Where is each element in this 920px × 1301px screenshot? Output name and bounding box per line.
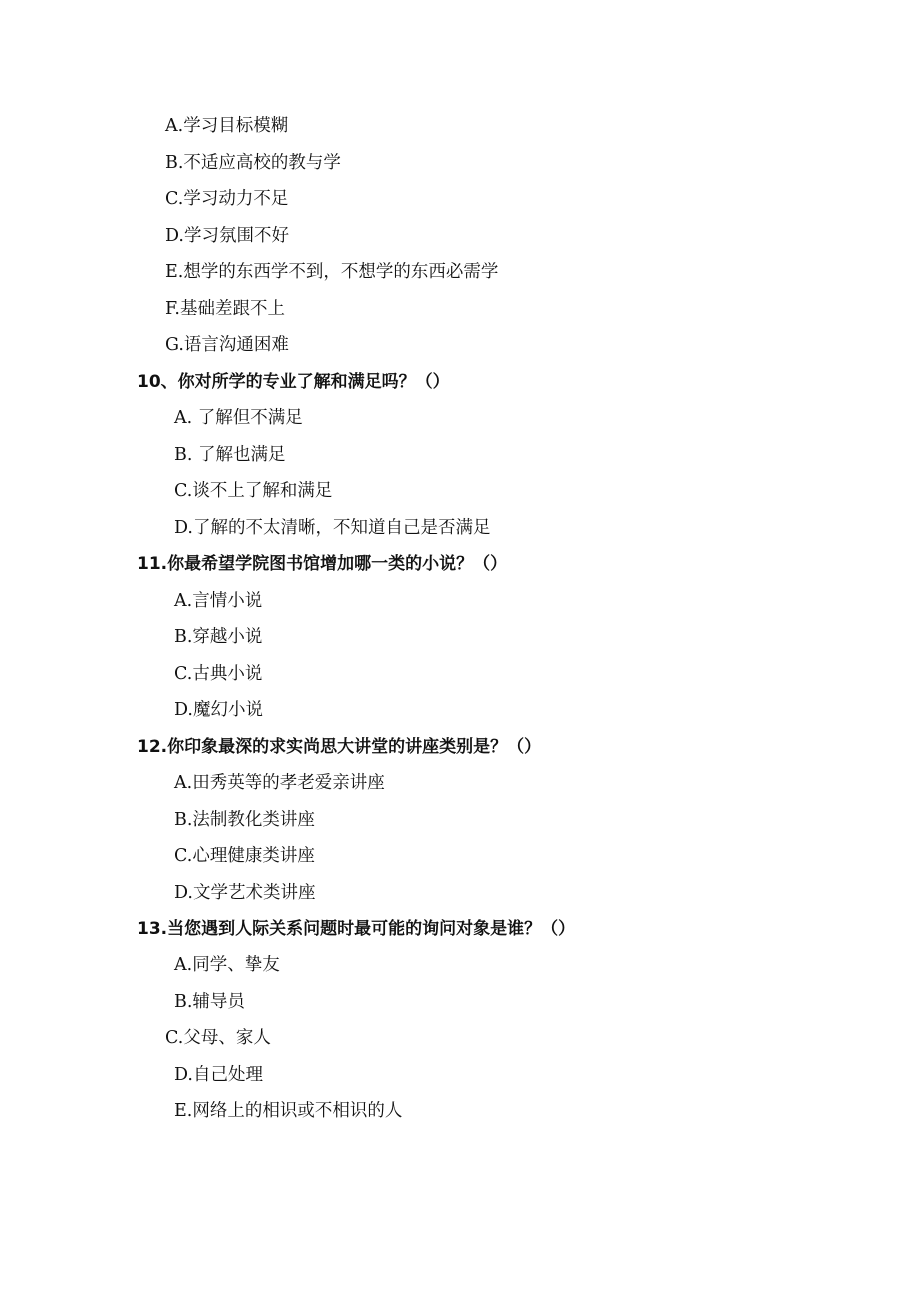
q9-option-g: G.语言沟通困难 xyxy=(165,335,289,355)
q10-option-a: A. 了解但不满足 xyxy=(174,408,303,428)
q13-option-c: C.父母、家人 xyxy=(165,1028,271,1048)
q10-option-c: C.谈不上了解和满足 xyxy=(174,481,333,501)
q10-option-d: D.了解的不太清晰，不知道自己是否满足 xyxy=(174,518,491,538)
q13-option-d: D.自己处理 xyxy=(174,1065,263,1085)
q11-option-b: B.穿越小说 xyxy=(174,627,263,647)
q9-option-a: A.学习目标模糊 xyxy=(165,116,289,136)
q13-option-b: B.辅导员 xyxy=(174,992,245,1012)
q11-option-a: A.言情小说 xyxy=(174,591,263,611)
q12-title: 12.你印象最深的求实尚思大讲堂的讲座类别是？（） xyxy=(137,737,542,757)
q10-title: 10、你对所学的专业了解和满足吗？（） xyxy=(137,372,450,392)
q11-option-d: D.魔幻小说 xyxy=(174,700,263,720)
q9-option-d: D.学习氛围不好 xyxy=(165,226,289,246)
q12-option-c: C.心理健康类讲座 xyxy=(174,846,315,866)
q13-option-e: E.网络上的相识或不相识的人 xyxy=(174,1101,403,1121)
q12-option-a: A.田秀英等的孝老爱亲讲座 xyxy=(174,773,385,793)
q9-option-b: B.不适应高校的教与学 xyxy=(165,153,341,173)
q12-option-d: D.文学艺术类讲座 xyxy=(174,883,316,903)
q9-option-f: F.基础差跟不上 xyxy=(165,299,285,319)
q11-option-c: C.古典小说 xyxy=(174,664,263,684)
q10-option-b: B. 了解也满足 xyxy=(174,445,286,465)
q11-title: 11.你最希望学院图书馆增加哪一类的小说？（） xyxy=(137,554,508,574)
q9-option-e: E.想学的东西学不到，不想学的东西必需学 xyxy=(165,262,499,282)
q13-title: 13.当您遇到人际关系问题时最可能的询问对象是谁？（） xyxy=(137,919,576,939)
q13-option-a: A.同学、挚友 xyxy=(174,955,280,975)
q12-option-b: B.法制教化类讲座 xyxy=(174,810,315,830)
q9-option-c: C.学习动力不足 xyxy=(165,189,289,209)
